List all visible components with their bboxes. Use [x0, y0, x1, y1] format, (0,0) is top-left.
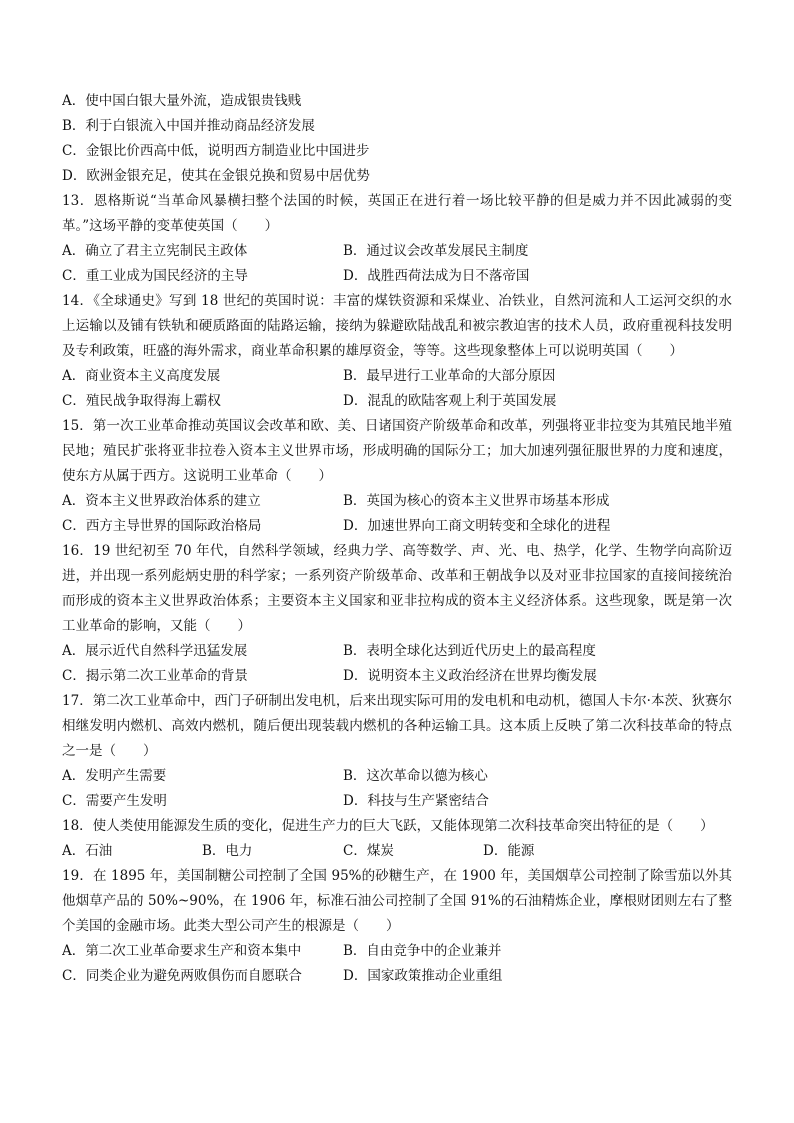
question-list	[62, 89, 732, 989]
q17-options-row2	[62, 789, 732, 814]
q17-option-c: C．需要产生发明	[62, 793, 167, 809]
q12-option-c: C．金银比价西高中低，说明西方制造业比中国进步	[62, 143, 370, 159]
q13-option-b: B．通过议会改革发展民主制度	[343, 243, 529, 259]
q16-option-b: B．表明全球化达到近代历史上的最高程度	[343, 643, 596, 659]
q13-stem: 13．恩格斯说“当革命风暴横扫整个法国的时候，英国正在进行着一场比较平静的但是威力并不因此减弱的变革。”这场平静的变革使英国（ ）	[62, 193, 732, 234]
q14-option-a: A．商业资本主义高度发展	[62, 368, 221, 384]
q14-stem: 14．《全球通史》写到 18 世纪的英国时说：丰富的煤铁资源和采煤业、冶铁业，自然河流和人工运河交织的水上运输以及铺有铁轨和硬质路面的陆路运输，接纳为躲避欧陆战乱和被宗教迫害的技术人员，政府重视科技发明及专利政策，旺盛的海外需求，商业革命积累的雄厚资金，等等。这些现象整体上可以说明英国（ ）	[62, 293, 732, 359]
q17-option-d: D．科技与生产紧密结合	[343, 793, 489, 809]
q19-option-a: A．第二次工业革命要求生产和资本集中	[62, 943, 302, 959]
q19-option-c: C．同类企业为避免两败俱伤而自愿联合	[62, 968, 302, 984]
q16-options-row2	[62, 664, 732, 689]
q18-options-row	[62, 839, 732, 864]
q14-option-d: D．混乱的欧陆客观上利于英国发展	[343, 393, 557, 409]
q13-option-c: C．重工业成为国民经济的主导	[62, 268, 248, 284]
q15-option-d: D．加速世界向工商文明转变和全球化的进程	[343, 518, 611, 534]
q15-options-row2	[62, 514, 732, 539]
q13-option-d: D．战胜西荷法成为日不落帝国	[343, 268, 530, 284]
q17-option-b: B．这次革命以德为核心	[343, 768, 488, 784]
q15-option-b: B．英国为核心的资本主义世界市场基本形成	[343, 493, 610, 509]
q18-option-d: D．能源	[483, 843, 535, 859]
q13-options-row2	[62, 264, 732, 289]
q13-options-row1	[62, 239, 732, 264]
q18-option-c: C．煤炭	[343, 843, 394, 859]
q15-options-row1	[62, 489, 732, 514]
q19-option-d: D．国家政策推动企业重组	[343, 968, 503, 984]
q16-option-d: D．说明资本主义政治经济在世界均衡发展	[343, 668, 597, 684]
q13-option-a: A．确立了君主立宪制民主政体	[62, 243, 248, 259]
q18-option-b: B．电力	[202, 843, 253, 859]
q17-option-a: A．发明产生需要	[62, 768, 167, 784]
q16-option-c: C．揭示第二次工业革命的背景	[62, 668, 248, 684]
q18-option-a: A．石油	[62, 843, 113, 859]
q12-option-d: D．欧洲金银充足，使其在金银兑换和贸易中居优势	[62, 168, 370, 184]
q16-option-a: A．展示近代自然科学迅猛发展	[62, 643, 248, 659]
q16-stem: 16．19 世纪初至 70 年代，自然科学领域，经典力学、高等数学、声、光、电、热学，化学、生物学向高阶迈进，并出现一系列彪炳史册的科学家；一系列资产阶级革命、改革和王朝战争以及对亚非拉国家的直接间接统治而形成的资本主义世界政治体系；主要资本主义国家和亚非拉构成的资本主义经济体系。这些现象，既是第一次工业革命的影响，又能（ ）	[62, 543, 732, 634]
q15-option-c: C．西方主导世界的国际政治格局	[62, 518, 262, 534]
q14-option-c: C．殖民战争取得海上霸权	[62, 393, 221, 409]
q17-options-row1	[62, 764, 732, 789]
q12-option-b: B．利于白银流入中国并推动商品经济发展	[62, 118, 315, 134]
q16-options-row1	[62, 639, 732, 664]
q19-option-b: B．自由竞争中的企业兼并	[343, 943, 502, 959]
q14-options-row2	[62, 389, 732, 414]
q15-option-a: A．资本主义世界政治体系的建立	[62, 493, 261, 509]
q19-stem: 19．在 1895 年，美国制糖公司控制了全国 95%的砂糖生产，在 1900 年，美国烟草公司控制了除雪茄以外其他烟草产品的 50%~90%，在 1906 年，标准石油公司控制了全国 91%的石油精炼企业，摩根财团则左右了整个美国的金融市场。此类大型公司产生的根源是（ ）	[62, 868, 732, 934]
q18-stem: 18．使人类使用能源发生质的变化，促进生产力的巨大飞跃，又能体现第二次科技革命突出特征的是（ ）	[62, 818, 714, 834]
q14-option-b: B．最早进行工业革命的大部分原因	[343, 368, 556, 384]
q17-stem: 17．第二次工业革命中，西门子研制出发电机，后来出现实际可用的发电机和电动机，德国人卡尔·本茨、狄赛尔相继发明内燃机、高效内燃机，随后便出现装载内燃机的各种运输工具。这本质上反映了第二次科技革命的特点之一是（ ）	[62, 693, 732, 759]
q14-options-row1	[62, 364, 732, 389]
q15-stem: 15．第一次工业革命推动英国议会改革和欧、美、日诸国资产阶级革命和改革，列强将亚非拉变为其殖民地半殖民地；殖民扩张将亚非拉卷入资本主义世界市场，形成明确的国际分工；加大加速列强征服世界的力度和速度，使东方从属于西方。这说明工业革命（ ）	[62, 418, 732, 484]
q19-options-row2	[62, 964, 732, 989]
q12-option-a: A．使中国白银大量外流，造成银贵钱贱	[62, 93, 302, 109]
q19-options-row1	[62, 939, 732, 964]
